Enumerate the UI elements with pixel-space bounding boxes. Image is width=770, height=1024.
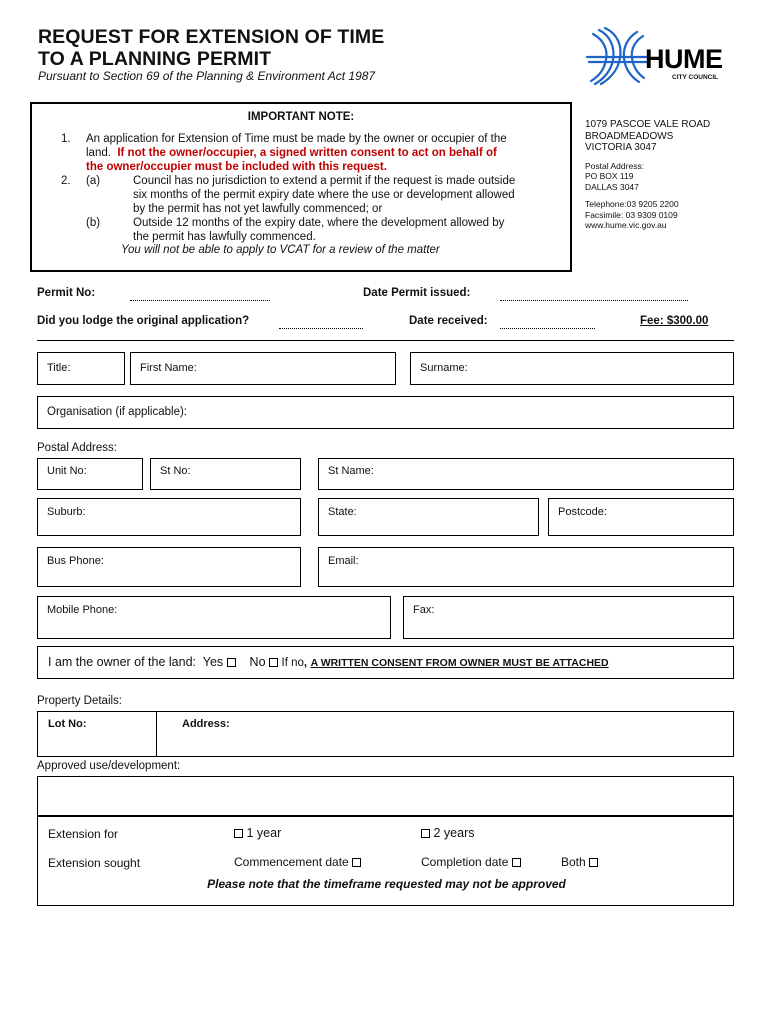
email-field[interactable] xyxy=(318,547,734,587)
timeframe-note: Please note that the timeframe requested may not be approved xyxy=(207,877,566,891)
council-address xyxy=(585,119,710,231)
first-name-field[interactable] xyxy=(130,352,396,385)
postcode-label: Postcode: xyxy=(558,506,607,518)
owner-if-no: If no xyxy=(281,657,304,669)
two-years-label: 2 years xyxy=(433,826,475,840)
owner-question: I am the owner of the land: xyxy=(48,655,197,669)
mobile-phone-field[interactable] xyxy=(37,596,391,639)
organisation-field[interactable] xyxy=(37,396,734,429)
permit-no-label: Permit No: xyxy=(37,287,96,299)
property-details-box xyxy=(37,711,734,757)
page-title xyxy=(38,26,384,70)
surname-label: Surname: xyxy=(420,362,468,374)
postal-address-label: Postal Address: xyxy=(37,442,117,454)
commencement-option[interactable] xyxy=(234,855,361,869)
note-2a-label: (a) xyxy=(86,175,101,187)
date-issued-label: Date Permit issued: xyxy=(363,287,471,299)
council-suburb: BROADMEADOWS xyxy=(585,130,674,142)
vcat-note: You will not be able to apply to VCAT for a review of the matter xyxy=(121,244,440,256)
note-1-consent-warning: If not the owner/occupier, a signed written consent to act on behalf of xyxy=(117,147,497,160)
owner-if-no-comma: , xyxy=(303,657,308,669)
owner-yes-label: Yes xyxy=(202,655,224,669)
completion-label: Completion date xyxy=(421,855,509,869)
divider-1 xyxy=(37,340,734,341)
both-label: Both xyxy=(561,855,586,869)
date-issued-field[interactable] xyxy=(500,290,688,301)
st-no-label: St No: xyxy=(160,465,191,477)
both-checkbox[interactable] xyxy=(589,858,598,867)
organisation-label: Organisation (if applicable): xyxy=(47,406,187,418)
completion-option[interactable] xyxy=(421,855,521,869)
owner-consent-warning: A WRITTEN CONSENT FROM OWNER MUST BE ATTACHED xyxy=(310,657,609,669)
title-line-1: REQUEST FOR EXTENSION OF TIME xyxy=(38,26,385,48)
bus-phone-label: Bus Phone: xyxy=(47,555,104,567)
postal-label: Postal Address: xyxy=(585,160,645,171)
first-name-label: First Name: xyxy=(140,362,197,374)
fee-label: Fee: $300.00 xyxy=(640,315,709,327)
address-label: Address: xyxy=(182,718,230,730)
note-1-line-b xyxy=(86,146,566,160)
email-label: Email: xyxy=(328,555,359,567)
state-label: State: xyxy=(328,506,357,518)
owner-no-label: No xyxy=(249,655,266,669)
extension-box xyxy=(37,816,734,906)
postal-town: DALLAS 3047 xyxy=(585,181,639,192)
lodge-original-label: Did you lodge the original application? xyxy=(37,315,250,327)
surname-field[interactable] xyxy=(410,352,734,385)
extension-sought-label: Extension sought xyxy=(48,856,141,870)
note-item-2b xyxy=(133,216,567,244)
note-1-consent-warning-2: the owner/occupier must be included with this request. xyxy=(86,161,387,174)
title-label: Title: xyxy=(47,362,71,374)
unit-no-field[interactable] xyxy=(37,458,143,490)
note-number-2: 2. xyxy=(61,175,71,187)
property-details-label: Property Details: xyxy=(37,695,123,707)
st-name-label: St Name: xyxy=(328,465,374,477)
council-state: VICTORIA 3047 xyxy=(585,142,657,153)
unit-no-label: Unit No: xyxy=(47,465,87,477)
suburb-label: Suburb: xyxy=(47,506,86,518)
subtitle: Pursuant to Section 69 of the Planning & Environment Act 1987 xyxy=(38,69,376,83)
note-2b-line-2: the permit has lawfully commenced. xyxy=(133,231,316,244)
note-2b-line-1: Outside 12 months of the expiry date, where the development allowed by xyxy=(133,217,505,229)
note-2b-label: (b) xyxy=(86,217,101,229)
council-street: 1079 PASCOE VALE ROAD xyxy=(585,119,711,130)
approved-use-field[interactable] xyxy=(37,776,734,816)
fax-field[interactable] xyxy=(403,596,734,639)
postcode-field[interactable] xyxy=(548,498,734,536)
one-year-option[interactable] xyxy=(234,826,281,840)
extension-for-label: Extension for xyxy=(48,827,119,841)
owner-yes-checkbox[interactable] xyxy=(227,658,236,667)
lot-no-field[interactable] xyxy=(38,712,157,756)
completion-checkbox[interactable] xyxy=(512,858,521,867)
note-2a-line-3: by the permit has not yet lawfully commenced; or xyxy=(133,203,383,216)
two-years-checkbox[interactable] xyxy=(421,829,430,838)
lot-no-label: Lot No: xyxy=(48,718,87,730)
title-field[interactable] xyxy=(37,352,125,385)
approved-use-label: Approved use/development: xyxy=(37,760,181,772)
lodge-original-field[interactable] xyxy=(279,318,363,329)
logo-subtext: CITY COUNCIL xyxy=(672,74,719,81)
note-item-2a xyxy=(133,174,567,217)
one-year-label: 1 year xyxy=(246,826,282,840)
owner-question-line xyxy=(48,655,609,669)
note-1-land: land. xyxy=(86,147,111,160)
note-number-1: 1. xyxy=(61,133,71,145)
both-option[interactable] xyxy=(561,855,598,869)
fax-label: Fax: xyxy=(413,604,435,616)
logo-name: HUME xyxy=(645,44,723,74)
date-received-field[interactable] xyxy=(500,318,595,329)
note-item-1 xyxy=(86,132,566,175)
facsimile: Facsimile: 03 9309 0109 xyxy=(585,209,678,220)
title-line-2: TO A PLANNING PERMIT xyxy=(38,48,272,70)
one-year-checkbox[interactable] xyxy=(234,829,243,838)
permit-no-field[interactable] xyxy=(130,290,270,301)
owner-no-checkbox[interactable] xyxy=(269,658,278,667)
po-box: PO BOX 119 xyxy=(585,171,634,181)
note-2a-line-1: Council has no jurisdiction to extend a permit if the request is made outside xyxy=(133,175,516,187)
commencement-checkbox[interactable] xyxy=(352,858,361,867)
website: www.hume.vic.gov.au xyxy=(585,220,667,230)
state-field[interactable] xyxy=(318,498,539,536)
important-note-box xyxy=(30,102,572,272)
telephone: Telephone:03 9205 2200 xyxy=(585,199,679,209)
commencement-label: Commencement date xyxy=(234,855,349,869)
bus-phone-field[interactable] xyxy=(37,547,301,587)
st-name-field[interactable] xyxy=(318,458,734,490)
note-2a-line-2: six months of the permit expiry date where the use or development allowed xyxy=(133,189,515,202)
st-no-field[interactable] xyxy=(150,458,301,490)
suburb-field[interactable] xyxy=(37,498,301,536)
date-received-label: Date received: xyxy=(409,315,488,327)
note-heading: IMPORTANT NOTE: xyxy=(247,111,355,123)
note-1-line-a: An application for Extension of Time must be made by the owner or occupier of the xyxy=(86,133,507,145)
mobile-phone-label: Mobile Phone: xyxy=(47,604,118,616)
owner-row xyxy=(37,646,734,679)
two-years-option[interactable] xyxy=(421,826,474,840)
address-field[interactable] xyxy=(156,712,733,756)
